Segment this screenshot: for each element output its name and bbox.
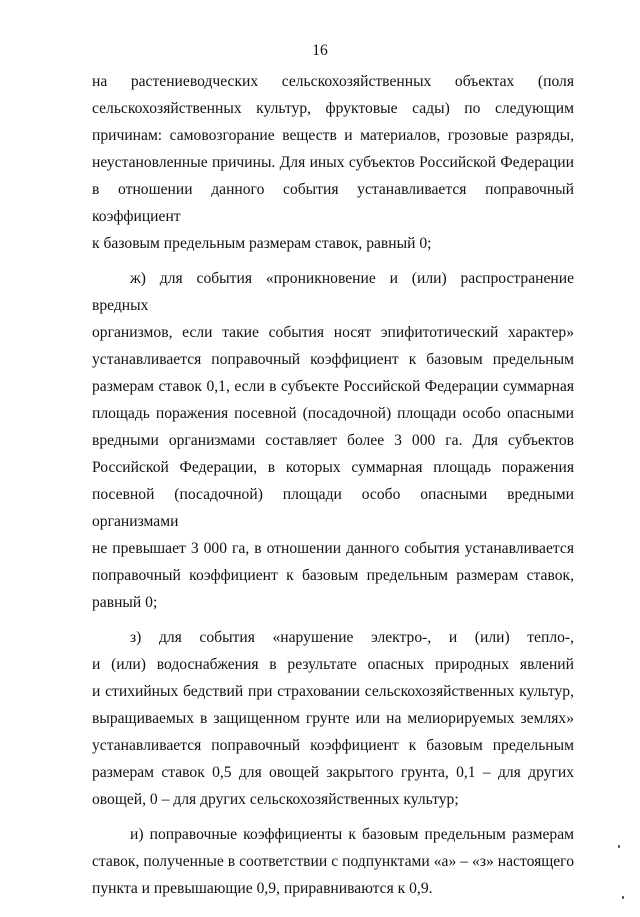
scan-speck (618, 845, 620, 848)
text-line: к базовым предельным размерам ставок, равный 0; (92, 235, 432, 252)
text-line: з) для события «нарушение электро-, и (или) тепло-, (130, 629, 574, 646)
text-line: на растениеводческих сельскохозяйственных объектах (поля (92, 73, 574, 90)
text-line: и стихийных бедствий при страховании сельскохозяйственных культур, (92, 683, 574, 700)
paragraph-continuation (92, 68, 574, 257)
text-line: Российской Федерации, в которых суммарная площадь поражения (92, 459, 574, 476)
text-line: неустановленные причины. Для иных субъектов Российской Федерации (92, 154, 574, 171)
text-line: площадь поражения посевной (посадочной) площади особо опасными (92, 405, 574, 422)
text-line: вредными организмами составляет более 3 000 га. Для субъектов (92, 432, 574, 449)
paragraph-item-i (92, 821, 574, 902)
text-line: посевной (посадочной) площади особо опасными вредными организмами (92, 486, 574, 530)
text-line: равный 0; (92, 594, 158, 611)
text-line: выращиваемых в защищенном грунте или на мелиорируемых землях» (92, 710, 574, 727)
text-line: сельскохозяйственных культур, фруктовые сады) по следующим (92, 100, 574, 117)
scan-speck (622, 896, 624, 899)
text-line: и) поправочные коэффициенты к базовым предельным размерам (130, 826, 574, 843)
text-line: причинам: самовозгорание веществ и материалов, грозовые разряды, (92, 127, 574, 144)
paragraph-item-zh (92, 265, 574, 616)
text-line: ставок, полученные в соответствии с подпунктами «а» – «з» настоящего (92, 853, 574, 870)
text-line: пункта и превышающие 0,9, приравниваются к 0,9. (92, 880, 433, 897)
text-line: организмов, если такие события носят эпифитотический характер» (92, 324, 574, 341)
paragraph-item-z (92, 624, 574, 813)
page-number: 16 (312, 42, 328, 59)
text-line: поправочный коэффициент к базовым предельным размерам ставок, (92, 567, 574, 584)
text-line: размерам ставок 0,5 для овощей закрытого грунта, 0,1 – для других (92, 764, 574, 781)
text-line: овощей, 0 – для других сельскохозяйственных культур; (92, 791, 459, 808)
text-line: в отношении данного события устанавливается поправочный коэффициент (92, 181, 574, 225)
document-body (92, 68, 574, 902)
text-line: размерам ставок 0,1, если в субъекте Российской Федерации суммарная (92, 378, 574, 395)
text-line: устанавливается поправочный коэффициент к базовым предельным (92, 737, 574, 754)
text-line: ж) для события «проникновение и (или) распространение вредных (92, 270, 574, 314)
text-line: не превышает 3 000 га, в отношении данного события устанавливается (92, 540, 574, 557)
text-line: устанавливается поправочный коэффициент к базовым предельным (92, 351, 574, 368)
text-line: и (или) водоснабжения в результате опасных природных явлений (92, 656, 574, 673)
